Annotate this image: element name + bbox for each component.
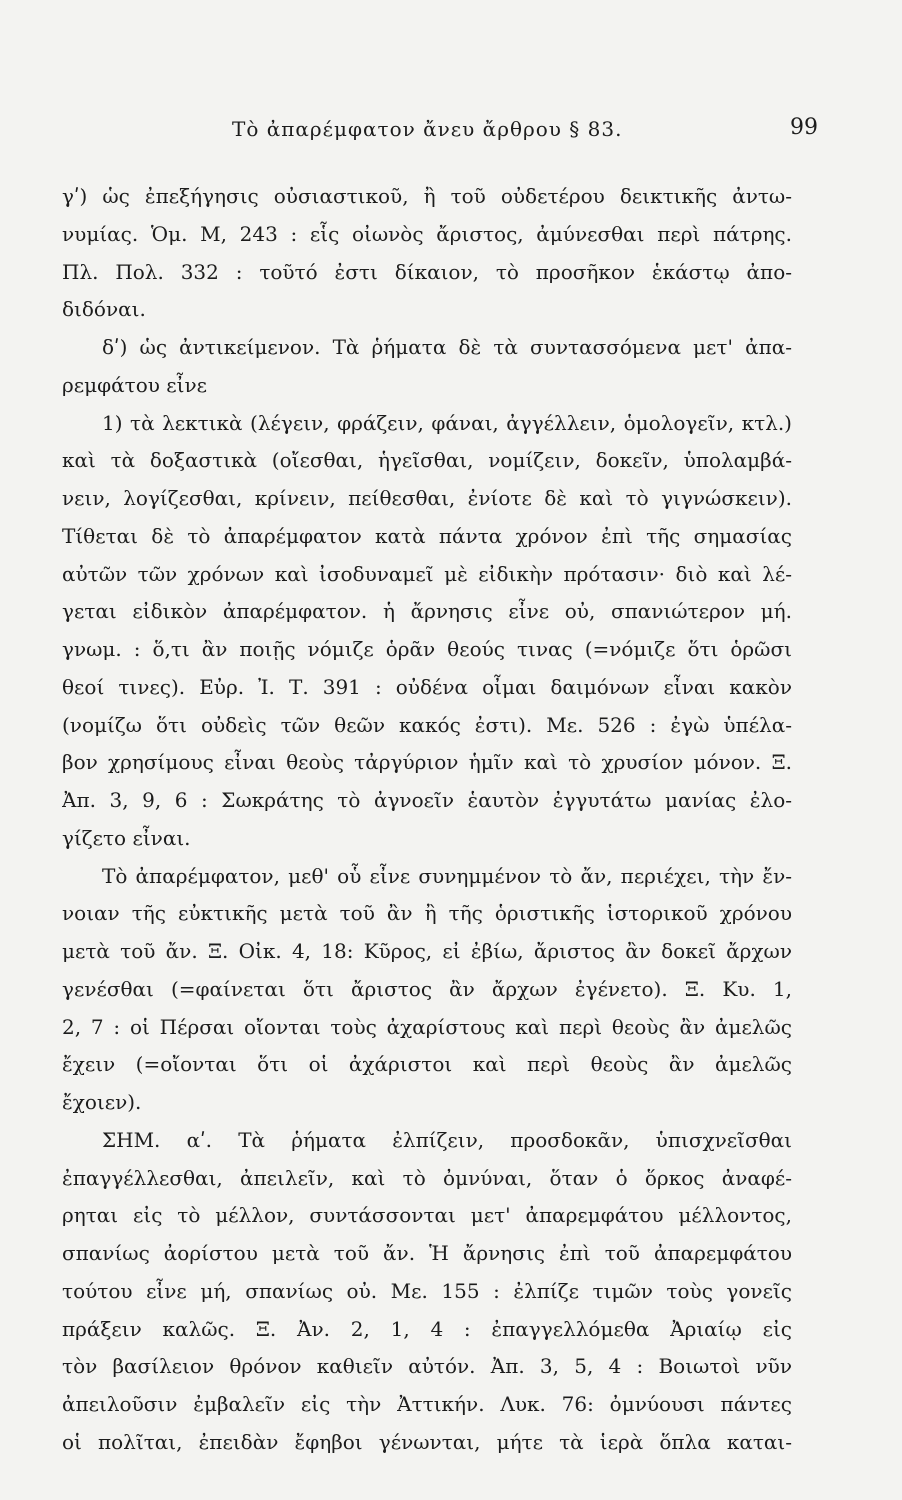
text-line: Τὸ ἀπαρέμφατον, μεθ' οὗ εἶνε συνημμένον τὸ ἄν, περιέχει, τὴν ἔν- — [102, 863, 792, 888]
text-line: (νομίζω ὅτι οὐδεὶς τῶν θεῶν κακός ἐστι). Με. 526 : ἐγὼ ὑπέλα- — [62, 712, 792, 737]
text-line: τὸν βασίλειον θρόνον καθιεῖν αὐτόν. Ἀπ. 3, 5, 4 : Βοιωτοὶ νῦν — [62, 1354, 792, 1379]
text-line: γʹ) ὡς ἐπεξήγησις οὐσιαστικοῦ, ἢ τοῦ οὐδετέρου δεικτικῆς ἀντω- — [62, 184, 792, 208]
text-line: σπανίως ἀορίστου μετὰ τοῦ ἄν. Ἡ ἄρνησις ἐπὶ τοῦ ἀπαρεμφάτου — [62, 1241, 792, 1265]
text-line: καὶ τὰ δοξαστικὰ (οἴεσθαι, ἡγεῖσθαι, νομίζειν, δοκεῖν, ὑπολαμβά- — [62, 448, 792, 473]
text-line: διδόναι. — [62, 297, 146, 322]
text-line: ρεμφάτου εἶνε — [62, 372, 207, 397]
text-line: τούτου εἶνε μή, σπανίως οὐ. Με. 155 : ἐλπίζε τιμῶν τοὺς γονεῖς — [62, 1278, 792, 1303]
text-line: Πλ. Πολ. 332 : τοῦτό ἐστι δίκαιον, τὸ προσῆκον ἑκάστῳ ἀπο- — [62, 259, 792, 284]
text-line: θεοί τινες). Εὐρ. Ἰ. Τ. 391 : οὐδένα οἶμαι δαιμόνων εἶναι κακὸν — [62, 674, 792, 699]
text-line: νυμίας. Ὁμ. Μ, 243 : εἷς οἰωνὸς ἄριστος, ἀμύνεσθαι περὶ πάτρης. — [62, 221, 792, 246]
page-number: 99 — [790, 115, 818, 140]
text-line: πράξειν καλῶς. Ξ. Ἀν. 2, 1, 4 : ἐπαγγελλόμεθα Ἀριαίῳ εἰς — [62, 1316, 792, 1341]
text-line: βον χρησίμους εἶναι θεοὺς τἀργύριον ἡμῖν καὶ τὸ χρυσίον μόνον. Ξ. — [62, 750, 792, 775]
text-line: νειν, λογίζεσθαι, κρίνειν, πείθεσθαι, ἐνίοτε δὲ καὶ τὸ γιγνώσκειν). — [62, 486, 792, 510]
text-line: ἔχοιεν). — [62, 1090, 142, 1114]
text-line: γνωμ. : ὅ,τι ἂν ποιῇς νόμιζε ὁρᾶν θεούς τινας (=νόμιζε ὅτι ὁρῶσι — [62, 637, 792, 661]
text-line: νοιαν τῆς εὐκτικῆς μετὰ τοῦ ἂν ἢ τῆς ὁριστικῆς ἱστορικοῦ χρόνου — [62, 901, 792, 926]
text-line: γενέσθαι (=φαίνεται ὅτι ἄριστος ἂν ἄρχων ἐγένετο). Ξ. Κυ. 1, — [62, 976, 792, 1001]
text-line: 1) τὰ λεκτικὰ (λέγειν, φράζειν, φάναι, ἀγγέλλειν, ὁμολογεῖν, κτλ.) — [102, 410, 792, 435]
text-line: μετὰ τοῦ ἄν. Ξ. Οἰκ. 4, 18: Κῦρος, εἰ ἐβίω, ἄριστος ἂν δοκεῖ ἄρχων — [62, 939, 792, 963]
text-line: ρηται εἰς τὸ μέλλον, συντάσσονται μετ' ἀπαρεμφάτου μέλλοντος, — [62, 1203, 792, 1228]
text-line: ἔχειν (=οἴονται ὅτι οἱ ἀχάριστοι καὶ περὶ θεοὺς ἂν ἀμελῶς — [62, 1052, 792, 1077]
text-line: Τίθεται δὲ τὸ ἀπαρέμφατον κατὰ πάντα χρόνον ἐπὶ τῆς σημασίας — [62, 523, 792, 548]
body-text — [62, 178, 792, 1462]
text-line: αὐτῶν τῶν χρόνων καὶ ἰσοδυναμεῖ μὲ εἰδικὴν πρότασιν· διὸ καὶ λέ- — [62, 561, 792, 586]
running-title: Τὸ ἀπαρέμφατον ἄνευ ἄρθρου § 83. — [232, 117, 623, 141]
text-line: 2, 7 : οἱ Πέρσαι οἴονται τοὺς ἀχαρίστους καὶ περὶ θεοὺς ἂν ἀμελῶς — [62, 1014, 792, 1039]
text-line: δʹ) ὡς ἀντικείμενον. Τὰ ῥήματα δὲ τὰ συντασσόμενα μετ' ἀπα- — [102, 335, 792, 359]
text-line: οἱ πολῖται, ἐπειδὰν ἔφηβοι γένωνται, μήτε τὰ ἱερὰ ὅπλα καται- — [62, 1429, 792, 1454]
text-line: γίζετο εἶναι. — [62, 825, 191, 850]
text-line: ἐπαγγέλλεσθαι, ἀπειλεῖν, καὶ τὸ ὀμνύναι, ὅταν ὁ ὅρκος ἀναφέ- — [62, 1165, 792, 1190]
text-line: Ἀπ. 3, 9, 6 : Σωκράτης τὸ ἀγνοεῖν ἑαυτὸν ἐγγυτάτω μανίας ἐλο- — [62, 788, 792, 812]
text-line: ἀπειλοῦσιν ἐμβαλεῖν εἰς τὴν Ἀττικήν. Λυκ. 76: ὀμνύουσι πάντες — [62, 1392, 792, 1416]
text-line: γεται εἰδικὸν ἀπαρέμφατον. ἡ ἄρνησις εἶνε οὐ, σπανιώτερον μή. — [62, 599, 792, 624]
text-line: ΣΗΜ. αʹ. Τὰ ῥήματα ἐλπίζειν, προσδοκᾶν, ὑπισχνεῖσθαι — [102, 1127, 792, 1152]
